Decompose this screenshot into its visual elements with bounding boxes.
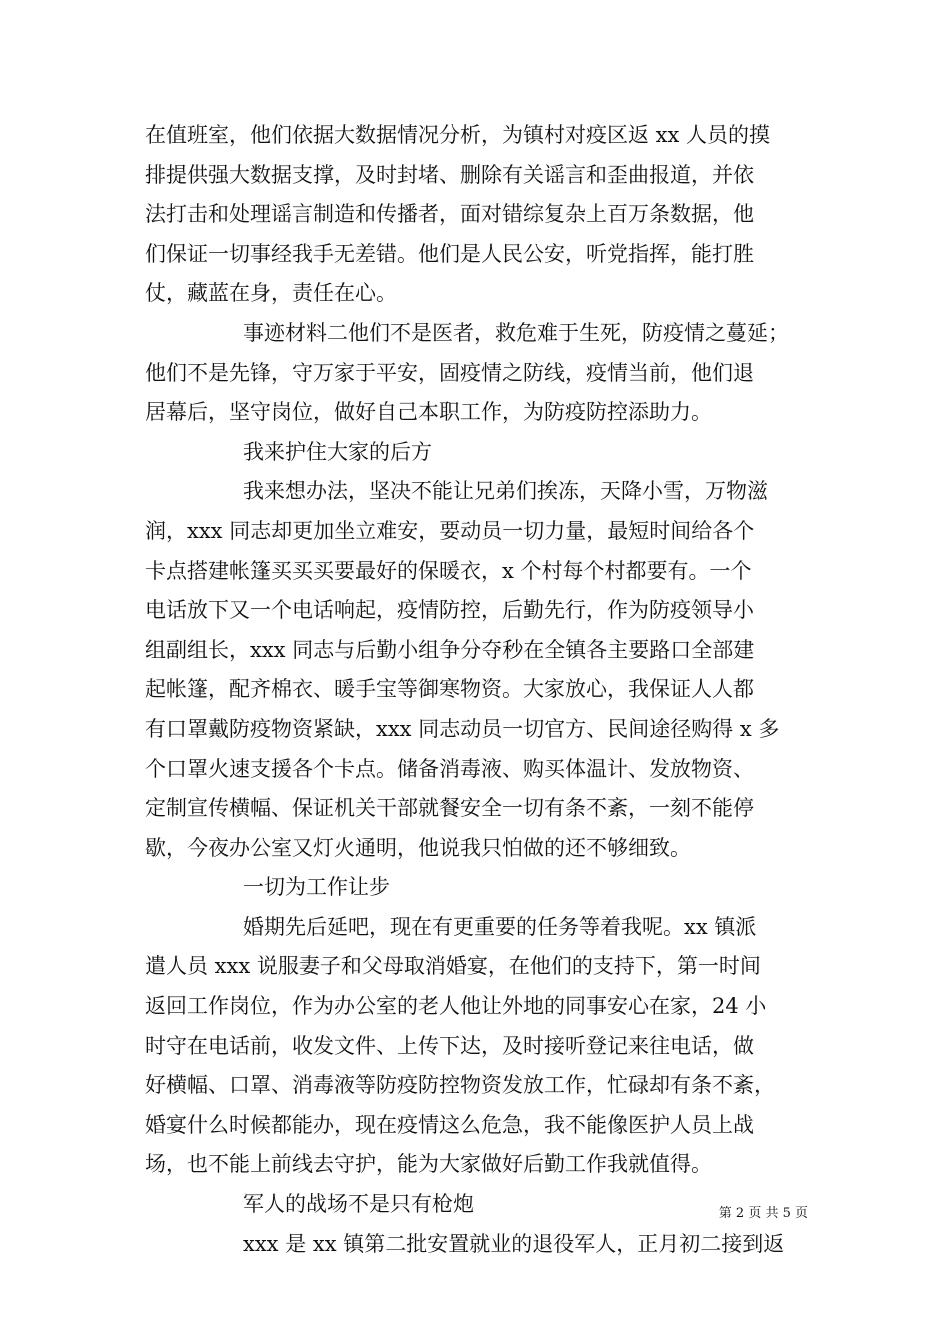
text-line: 起帐篷，配齐棉衣、暖手宝等御寒物资。大家放心，我保证人人都	[145, 677, 754, 702]
text-line: 电话放下又一个电话响起，疫情防控，后勤先行，作为防疫领导小	[145, 598, 754, 623]
text-line: 事迹材料二他们不是医者，救危难于生死，防疫情之蔓延；	[243, 320, 789, 345]
section-heading: 我来护住大家的后方	[243, 439, 432, 464]
text-line: 场，也不能上前线去守护，能为大家做好后勤工作我就值得。	[145, 1152, 712, 1177]
text-line: 歇，今夜办公室又灯火通明，他说我只怕做的还不够细致。	[145, 835, 691, 860]
section-heading: 一切为工作让步	[243, 875, 390, 900]
text-line: 卡点搭建帐篷买买买要最好的保暖衣，x 个村每个村都要有。一个	[145, 558, 752, 583]
text-line: 遣人员 xxx 说服妻子和父母取消婚宴，在他们的支持下，第一时间	[145, 954, 761, 979]
text-line: 排提供强大数据支撑，及时封堵、删除有关谣言和歪曲报道，并依	[145, 162, 754, 187]
page-number-footer: 第 2 页 共 5 页	[718, 1206, 808, 1221]
text-line: 时守在电话前，收发文件、上传下达，及时接听登记来往电话，做	[145, 1033, 754, 1058]
body-text	[145, 116, 815, 1264]
text-line: 婚宴什么时候都能办，现在疫情这么危急，我不能像医护人员上战	[145, 1112, 754, 1137]
text-line: 们保证一切事经我手无差错。他们是人民公安，听党指挥，能打胜	[145, 241, 754, 266]
text-line: 我来想办法，坚决不能让兄弟们挨冻，天降小雪，万物滋	[243, 479, 768, 504]
text-line: xxx 是 xx 镇第二批安置就业的退役军人，正月初二接到返	[243, 1231, 785, 1256]
text-line: 居幕后，坚守岗位，做好自己本职工作，为防疫防控添助力。	[145, 400, 712, 425]
text-line: 定制宣传横幅、保证机关干部就餐安全一切有条不紊，一刻不能停	[145, 796, 754, 821]
text-line: 好横幅、口罩、消毒液等防疫防控物资发放工作，忙碌却有条不紊，	[145, 1073, 775, 1098]
text-line: 润，xxx 同志却更加坐立难安，要动员一切力量，最短时间给各个	[145, 518, 755, 543]
text-line: 组副组长，xxx 同志与后勤小组争分夺秒在全镇各主要路口全部建	[145, 637, 755, 662]
section-heading: 军人的战场不是只有枪炮	[243, 1192, 474, 1217]
text-line: 法打击和处理谣言制造和传播者，面对错综复杂上百万条数据，他	[145, 202, 754, 227]
text-line: 返回工作岗位，作为办公室的老人他让外地的同事安心在家，24 小	[145, 994, 767, 1019]
text-line: 个口罩火速支援各个卡点。储备消毒液、购买体温计、发放物资、	[145, 756, 754, 781]
text-line: 有口罩戴防疫物资紧缺，xxx 同志动员一切官方、民间途径购得 x 多	[145, 716, 780, 741]
text-line: 在值班室，他们依据大数据情况分析，为镇村对疫区返 xx 人员的摸	[145, 123, 771, 147]
text-line: 仗，藏蓝在身，责任在心。	[145, 281, 397, 306]
text-line: 婚期先后延吧，现在有更重要的任务等着我呢。xx 镇派	[243, 914, 757, 939]
text-line: 他们不是先锋，守万家于平安，固疫情之防线，疫情当前，他们退	[145, 360, 754, 385]
